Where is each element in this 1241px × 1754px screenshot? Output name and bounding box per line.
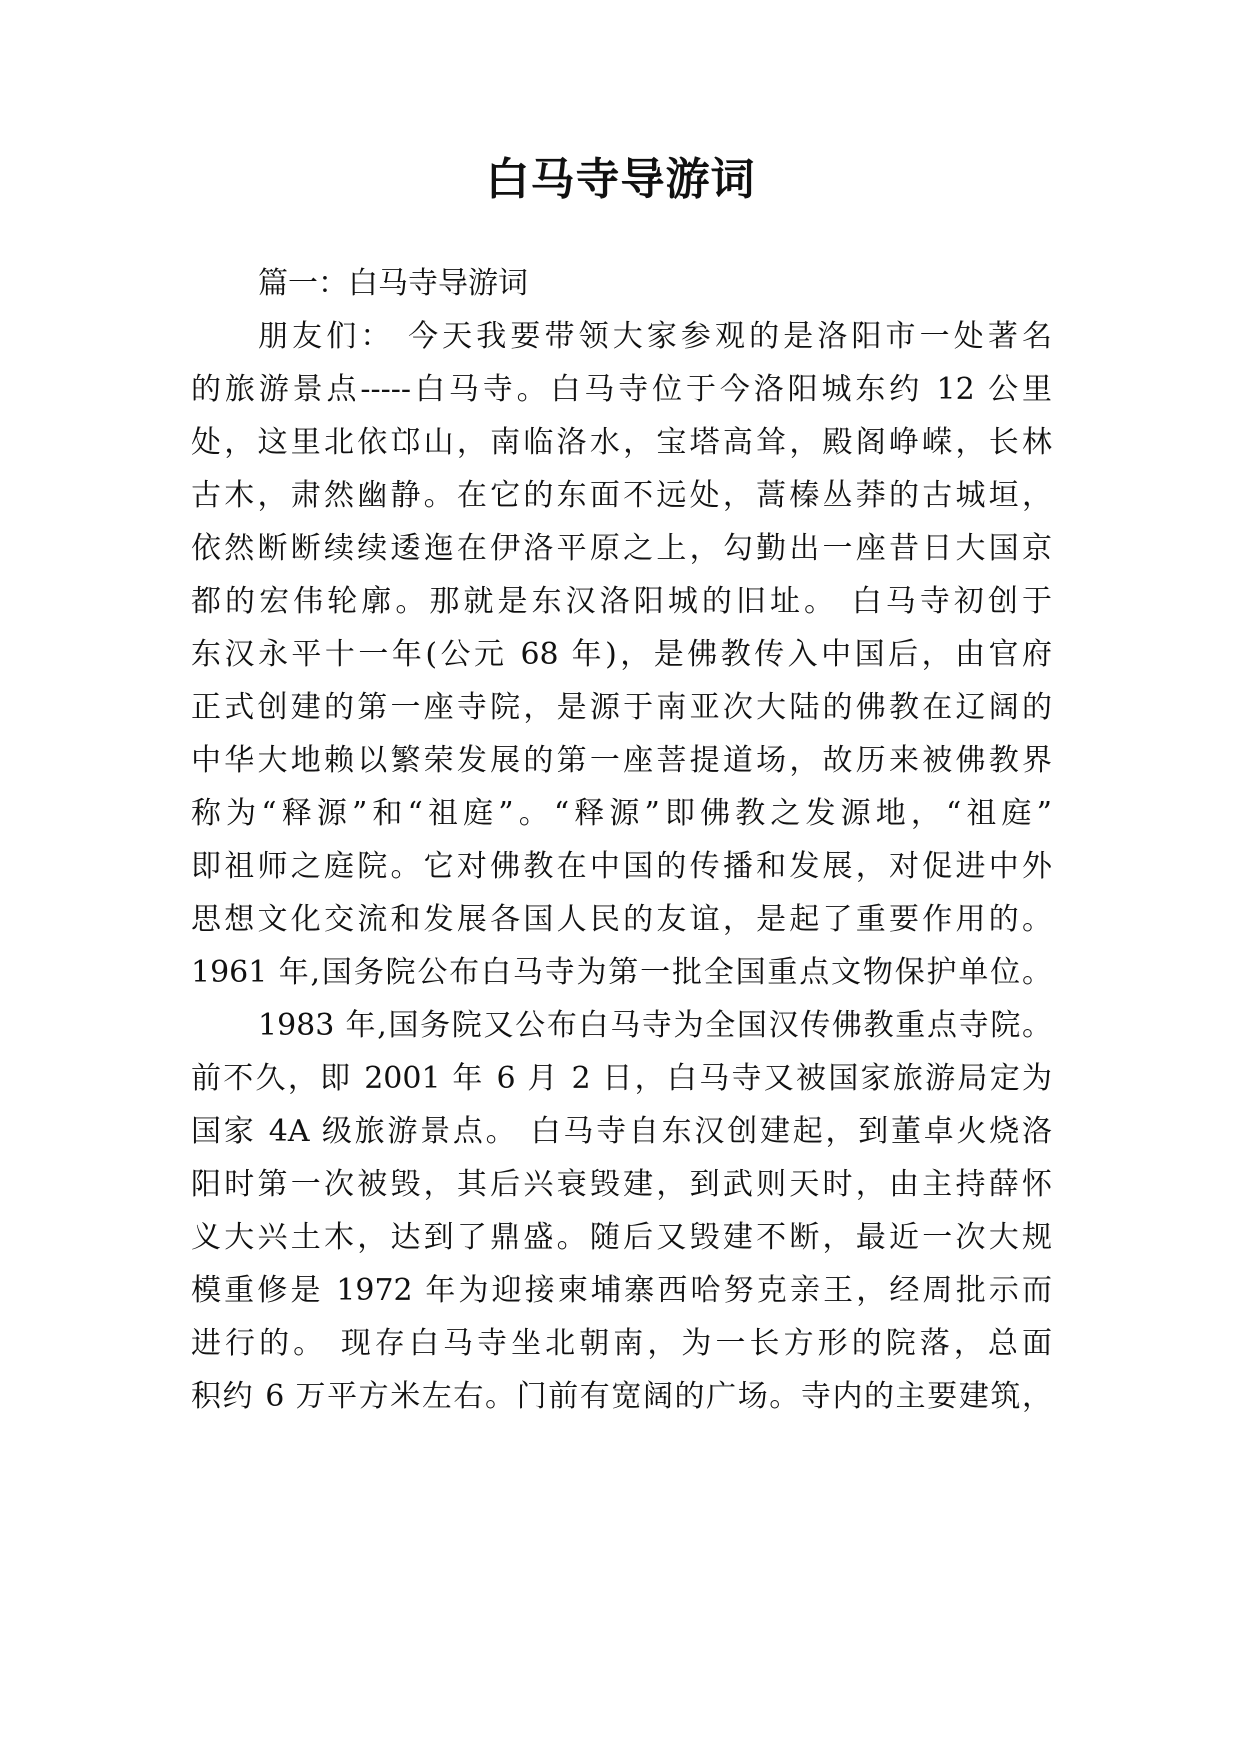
- text-line: [0, 309, 1241, 365]
- paragraph-line: 处，这里北依邙山，南临洛水，宝塔高耸，殿阁峥嵘，长林: [191, 425, 1052, 460]
- paragraph-line: 都的宏伟轮廓。那就是东汉洛阳城的旧址。 白马寺初创于: [191, 584, 1052, 619]
- paragraph-line: 即祖师之庭院。它对佛教在中国的传播和发展，对促进中外: [191, 849, 1052, 884]
- text-line: [0, 998, 1241, 1054]
- text-line: [0, 786, 1241, 842]
- paragraph-line: 积约 6 万平方米左右。门前有宽阔的广场。寺内的主要建筑，: [191, 1379, 1052, 1414]
- paragraph-line: 1983 年,国务院又公布白马寺为全国汉传佛教重点寺院。: [258, 1008, 1052, 1043]
- paragraph-line: 国家 4A 级旅游景点。 白马寺自东汉创建起，到董卓火烧洛: [191, 1114, 1052, 1149]
- paragraph-line: 东汉永平十一年(公元 68 年)，是佛教传入中国后，由官府: [191, 637, 1052, 672]
- paragraph-line: 义大兴土木，达到了鼎盛。随后又毁建不断，最近一次大规: [191, 1220, 1052, 1255]
- text-line: [0, 733, 1241, 789]
- paragraph-line: 古木，肃然幽静。在它的东面不远处，蒿榛丛莽的古城垣，: [191, 478, 1052, 513]
- text-line: [0, 362, 1241, 418]
- text-line: [0, 468, 1241, 524]
- text-line: [0, 680, 1241, 736]
- paragraph-line: 正式创建的第一座寺院，是源于南亚次大陆的佛教在辽阔的: [191, 690, 1052, 725]
- text-line: [0, 1263, 1241, 1319]
- text-line: [0, 521, 1241, 577]
- paragraph-line: 思想文化交流和发展各国人民的友谊，是起了重要作用的。: [191, 902, 1052, 937]
- text-line: [0, 1051, 1241, 1107]
- text-line: [0, 415, 1241, 471]
- paragraph-line: 模重修是 1972 年为迎接柬埔寨西哈努克亲王，经周批示而: [191, 1273, 1052, 1308]
- section-heading: 篇一：白马寺导游词: [258, 266, 528, 301]
- text-line: [0, 839, 1241, 895]
- text-line: [0, 256, 1241, 312]
- paragraph-line: 称为“释源”和“祖庭”。“释源”即佛教之发源地，“祖庭”: [191, 796, 1052, 831]
- text-line: [0, 1157, 1241, 1213]
- paragraph-line: 朋友们： 今天我要带领大家参观的是洛阳市一处著名: [258, 319, 1052, 354]
- text-line: [0, 1210, 1241, 1266]
- paragraph-line: 进行的。 现存白马寺坐北朝南，为一长方形的院落，总面: [191, 1326, 1052, 1361]
- paragraph-line: 依然断断续续逶迤在伊洛平原之上，勾勤出一座昔日大国京: [191, 531, 1052, 566]
- paragraph-line: 阳时第一次被毁，其后兴衰毁建，到武则天时，由主持薛怀: [191, 1167, 1052, 1202]
- text-line: [0, 945, 1241, 1001]
- paragraph-line: 的旅游景点-----白马寺。白马寺位于今洛阳城东约 12 公里: [191, 372, 1052, 407]
- paragraph-line: 1961 年,国务院公布白马寺为第一批全国重点文物保护单位。: [191, 955, 1052, 990]
- text-line: [0, 1369, 1241, 1425]
- text-line: [0, 627, 1241, 683]
- paragraph-line: 前不久，即 2001 年 6 月 2 日，白马寺又被国家旅游局定为: [191, 1061, 1052, 1096]
- text-line: [0, 892, 1241, 948]
- document-title: 白马寺导游词: [485, 154, 756, 205]
- paragraph-line: 中华大地赖以繁荣发展的第一座菩提道场，故历来被佛教界: [191, 743, 1052, 778]
- text-line: [0, 1104, 1241, 1160]
- text-line: [0, 574, 1241, 630]
- text-line: [0, 1316, 1241, 1372]
